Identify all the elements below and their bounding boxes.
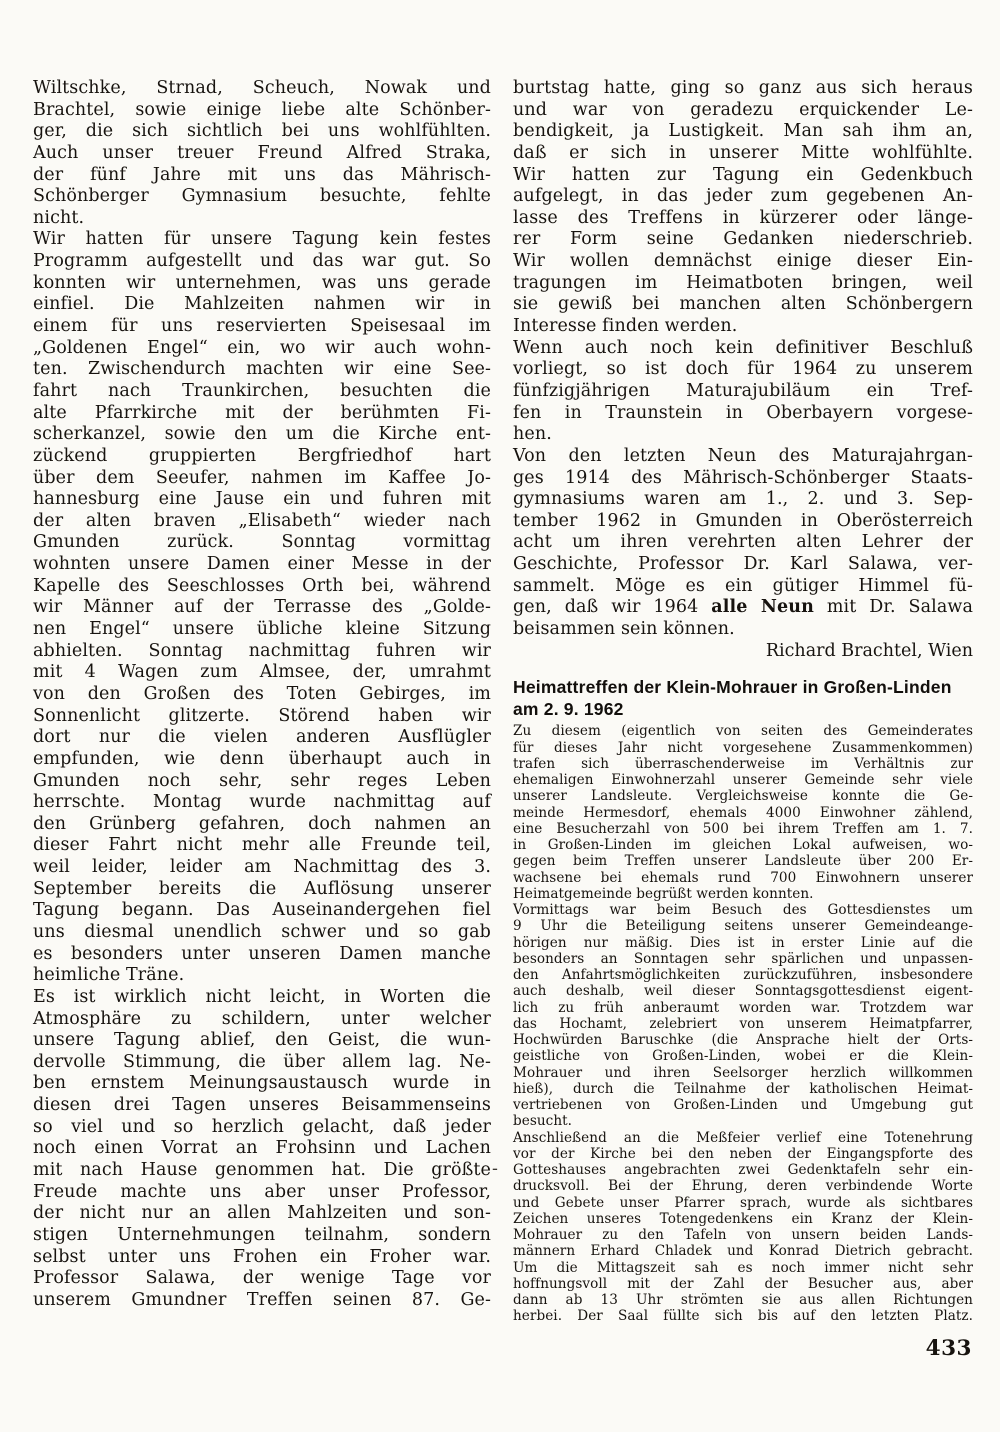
text-line: über dem Seeufer, nahmen im Kaffee Jo- xyxy=(33,467,491,488)
text-line: nen Engel“ unsere übliche kleine Sitzung xyxy=(33,619,491,640)
text-line: lich zu früh anberaumt worden war. Trotzdem war xyxy=(513,999,973,1016)
text-line: Interesse finden werden. xyxy=(513,316,738,337)
text-line: uns diesmal unendlich schwer und so gab xyxy=(33,921,491,942)
text-line: vorliegt, so ist doch für 1964 zu unserem xyxy=(513,359,973,380)
text-line: für dieses Jahr nicht vorgesehene Zusammenkommen) xyxy=(513,739,973,756)
text-line: sie gewiß bei manchen alten Schönbergern xyxy=(513,294,973,315)
text-line: so viel und so herzlich gelacht, daß jeder xyxy=(33,1116,491,1137)
text-line: vor der Kirche bei den neben der Eingangspforte des xyxy=(513,1145,973,1162)
text-line: es besonders unter unseren Damen manche xyxy=(33,943,491,964)
text-line: auch deshalb, weil dieser Sonntagsgottesdienst eigent- xyxy=(513,983,973,1000)
text-line: dieser Fahrt nicht mehr alle Freunde teil, xyxy=(33,835,491,856)
text-line: Wenn auch noch kein definitiver Beschluß xyxy=(513,337,973,358)
text-line: Atmosphäre zu schildern, unter welcher xyxy=(33,1008,491,1029)
text-line: Von den letzten Neun des Maturajahrgan- xyxy=(513,445,973,466)
text-line: in Großen-Linden im gleichen Lokal aufweisen, wo- xyxy=(513,837,973,854)
text-line: von den Großen des Toten Gebirges, im xyxy=(33,683,491,704)
text-line: vertriebenen von Großen-Linden und Umgebung gut xyxy=(513,1097,973,1114)
text-line: hannesburg eine Jause ein und fuhren mit xyxy=(33,489,491,510)
text-line: besucht. xyxy=(513,1113,573,1130)
text-line: mit 4 Wagen zum Almsee, der, umrahmt xyxy=(33,662,491,683)
text-line: September bereits die Auflösung unserer xyxy=(33,878,491,899)
text-line: gymnasiums waren am 1., 2. und 3. Sep- xyxy=(513,489,973,510)
text-line: heimliche Träne. xyxy=(33,965,185,986)
text-line: „Goldenen Engel“ ein, wo wir auch wohn- xyxy=(33,337,491,358)
text-line: Anschließend an die Meßfeier verlief eine Totenehrung xyxy=(513,1129,973,1146)
text-line: fahrt nach Traunkirchen, besuchten die xyxy=(33,380,491,401)
bold-text: alle Neun xyxy=(711,597,814,618)
text-line: Mohrauer und ihren Seelsorger herzlich willkommen xyxy=(513,1064,973,1081)
text-line: selbst unter uns Frohen ein Froher war. xyxy=(33,1246,491,1267)
page-number: 433 xyxy=(925,1336,972,1361)
text-line: Professor Salawa, der wenige Tage vor xyxy=(33,1268,491,1289)
text-line: beisammen sein können. xyxy=(513,619,735,640)
text-line: männern Erhard Chladek und Konrad Dietrich gebracht. xyxy=(513,1243,973,1260)
text-line: empfunden, wie denn überhaupt auch in xyxy=(33,748,491,769)
text-line: besonders an Sonntagen sehr spärlichen und unpassen- xyxy=(513,950,973,967)
text-line: das Hochamt, zelebriert von unserem Heimatpfarrer, xyxy=(513,1015,973,1032)
text-line: diesen drei Tagen unseres Beisammenseins xyxy=(33,1095,491,1116)
text-line: alte Pfarrkirche mit der berühmten Fi- xyxy=(33,402,491,423)
left-column xyxy=(33,78,491,1312)
text-line: unserer Landsleute. Vergleichsweise konnte die Ge- xyxy=(513,788,973,805)
text-line: ges 1914 des Mährisch-Schönberger Staats- xyxy=(513,467,973,488)
text-line: Auch unser treuer Freund Alfred Straka, xyxy=(33,142,491,163)
text-segment: gen, daß wir 1964 xyxy=(513,597,712,618)
text-line: hieß), durch die Teilnahme der katholischen Heimat- xyxy=(513,1080,973,1097)
text-line: gegen beim Treffen unserer Landsleute über 200 Er- xyxy=(513,853,973,870)
text-line: Geschichte, Professor Dr. Karl Salawa, ver- xyxy=(513,554,973,575)
text-line: tember 1962 in Gmunden in Oberösterreich xyxy=(513,510,973,531)
text-line: zückend gruppierten Bergfriedhof hart xyxy=(33,445,491,466)
text-line: dervolle Stimmung, die über allem lag. Ne- xyxy=(33,1051,491,1072)
text-line: daß er sich in unserer Mitte wohlfühlte. xyxy=(513,142,973,163)
text-line: Gotteshauses angebrachten zwei Gedenktafeln sehr ein- xyxy=(513,1162,973,1179)
text-line: noch einen Vorrat an Frohsinn und Lachen xyxy=(33,1138,491,1159)
text-line: dort nur die vielen anderen Ausflügler xyxy=(33,727,491,748)
text-line: drucksvoll. Bei der Ehrung, deren verbindende Worte xyxy=(513,1178,973,1195)
text-segment: mit Dr. Salawa xyxy=(813,597,973,618)
text-line: Wir hatten für unsere Tagung kein festes xyxy=(33,229,491,250)
text-line: hoffnungsvoll mit der Zahl der Besucher aus, aber xyxy=(513,1275,973,1292)
text-line: acht um ihren verehrten alten Lehrer der xyxy=(513,532,973,553)
text-line: und Gebete unser Pfarrer sprach, wurde als sichtbares xyxy=(513,1194,973,1211)
text-line: lasse des Treffens in kürzerer oder länge- xyxy=(513,207,973,228)
text-line: wachsene bei ehemals rund 700 Einwohnern unserer xyxy=(513,869,973,886)
text-line: Brachtel, sowie einige liebe alte Schönber- xyxy=(33,99,491,120)
text-line: herrschte. Montag wurde nachmittag auf xyxy=(33,792,491,813)
text-line: der nicht nur an allen Mahlzeiten und son- xyxy=(33,1203,491,1224)
text-line: und war von geradezu erquickender Le- xyxy=(513,99,973,120)
text-line: Kapelle des Seeschlosses Orth bei, während xyxy=(33,575,491,596)
text-line: burtstag hatte, ging so ganz aus sich heraus xyxy=(513,78,973,98)
text-line: trafen sich überraschenderweise im Verhältnis zur xyxy=(513,755,973,772)
text-line: der fünf Jahre mit uns das Mährisch- xyxy=(33,164,491,185)
text-line: eine Besucherzahl von 500 bei ihrem Treffen am 1. 7. xyxy=(513,820,973,837)
text-line: scherkanzel, sowie den um die Kirche ent- xyxy=(33,424,491,445)
text-line: Hochwürden Baruschke (die Ansprache hielt der Orts- xyxy=(513,1032,973,1049)
text-line: Wiltschke, Strnad, Scheuch, Nowak und xyxy=(33,78,491,98)
text-line: hen. xyxy=(513,424,552,445)
text-line: den Anfahrtsmöglichkeiten zurückzuführen, insbesondere xyxy=(513,967,973,984)
text-line: Um die Mittagszeit sah es noch immer nicht sehr xyxy=(513,1259,973,1276)
text-line: fen in Traunstein in Oberbayern vorgese- xyxy=(513,402,973,423)
text-line: den Grünberg gefahren, doch nahmen an xyxy=(33,813,491,834)
text-line: Programm aufgestellt und das war gut. So xyxy=(33,251,491,272)
article-heading-line1: Heimattreffen der Klein-Mohrauer in Großen-Linden xyxy=(513,677,952,698)
text-line: ger, die sich sichtlich bei uns wohlfühlten. xyxy=(33,121,491,142)
text-line: ten. Zwischendurch machten wir eine See- xyxy=(33,359,491,380)
signature: Richard Brachtel, Wien xyxy=(765,640,973,661)
text-line: einfiel. Die Mahlzeiten nahmen wir in xyxy=(33,294,491,315)
text-line: der alten braven „Elisabeth“ wieder nach xyxy=(33,510,491,531)
small-print-section xyxy=(513,723,973,1324)
text-line: wohnten unsere Damen einer Messe in der xyxy=(33,554,491,575)
text-line: Mohrauer zu den Tafeln von unsern beiden Lands- xyxy=(513,1227,973,1244)
text-line: nicht. xyxy=(33,207,85,228)
text-line: abhielten. Sonntag nachmittag fuhren wir xyxy=(33,640,491,661)
text-line: Wir wollen demnächst einige dieser Ein- xyxy=(513,251,973,272)
text-line: Gmunden noch sehr, sehr reges Leben xyxy=(33,770,491,791)
text-line: Zu diesem (eigentlich von seiten des Gemeinderates xyxy=(513,723,973,740)
text-line: Zeichen unseres Totengedenkens ein Kranz der Klein- xyxy=(513,1210,973,1227)
text-line: unsere Tagung ablief, den Geist, die wun- xyxy=(33,1030,491,1051)
text-line: weil leider, leider am Nachmittag des 3. xyxy=(33,857,491,878)
text-line: tragungen im Heimatboten bringen, weil xyxy=(513,272,973,293)
text-line: Schönberger Gymnasium besuchte, fehlte xyxy=(33,186,491,207)
text-line: Wir hatten zur Tagung ein Gedenkbuch xyxy=(513,164,973,185)
right-column xyxy=(513,78,973,1325)
article-heading-line2: am 2. 9. 1962 xyxy=(513,698,624,719)
text-line: Heimatgemeinde begrüßt werden konnten. xyxy=(513,885,814,902)
text-line: meinde Hermesdorf, ehemals 4000 Einwohner zählend, xyxy=(513,804,973,821)
text-line: Gmunden zurück. Sonntag vormittag xyxy=(33,532,491,553)
text-line: dann ab 13 Uhr strömten sie aus allen Richtungen xyxy=(513,1292,973,1309)
text-line: sammelt. Möge es ein gütiger Himmel fü- xyxy=(513,575,973,596)
text-line: unserem Gmundner Treffen seinen 87. Ge- xyxy=(33,1289,491,1310)
text-line: fünfzigjährigen Maturajubiläum ein Tref- xyxy=(513,380,973,401)
right-column-main-text xyxy=(513,78,973,641)
text-line: Es ist wirklich nicht leicht, in Worten die xyxy=(33,986,491,1007)
text-line: einem für uns reservierten Speisesaal im xyxy=(33,316,491,337)
text-line: bendigkeit, ja Lustigkeit. Man sah ihm an, xyxy=(513,121,973,142)
text-line: hörigen nur mäßig. Dies ist in erster Linie auf die xyxy=(513,934,973,951)
gutter-dash-artifact: - xyxy=(492,1159,498,1179)
text-line: aufgelegt, in das jeder zum gegebenen An- xyxy=(513,186,973,207)
text-line: Sonnenlicht glitzerte. Störend haben wir xyxy=(33,705,491,726)
text-line: konnten wir unternehmen, was uns gerade xyxy=(33,272,491,293)
text-line: herbei. Der Saal füllte sich bis auf den letzten Platz. xyxy=(513,1308,973,1325)
text-line xyxy=(513,597,973,619)
text-line: Tagung begann. Das Auseinandergehen fiel xyxy=(33,900,491,921)
text-line: mit nach Hause genommen hat. Die größte xyxy=(33,1160,491,1181)
text-line: stigen Unternehmungen teilnahm, sondern xyxy=(33,1224,491,1245)
text-line: Vormittags war beim Besuch des Gottesdienstes um xyxy=(513,902,973,919)
text-line: wir Männer auf der Terrasse des „Golde- xyxy=(33,597,491,618)
text-line: ben ernstem Meinungsaustausch wurde in xyxy=(33,1073,491,1094)
text-line: rer Form seine Gedanken niederschrieb. xyxy=(513,229,973,250)
text-line: geistliche von Großen-Linden, wobei er die Klein- xyxy=(513,1048,973,1065)
text-line: ehemaligen Einwohnerzahl unserer Gemeinde sehr viele xyxy=(513,772,973,789)
text-line: Freude machte uns aber unser Professor, xyxy=(33,1181,491,1202)
article-heading xyxy=(513,677,973,720)
text-line: 9 Uhr die Beteiligung seitens unserer Gemeindeange- xyxy=(513,918,973,935)
